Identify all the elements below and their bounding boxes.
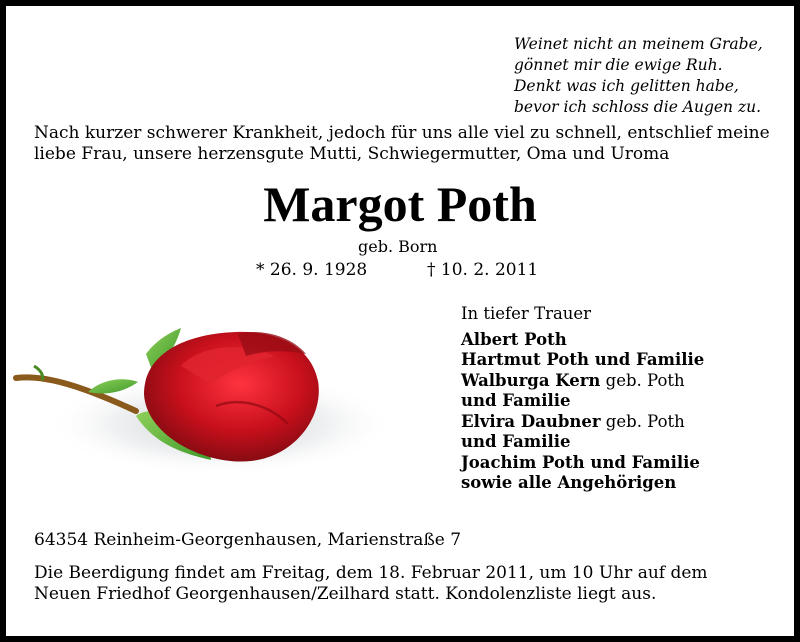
intro-text bbox=[34, 123, 774, 165]
mourner-line: sowie alle Angehörigen bbox=[461, 473, 677, 492]
mourner-line: Albert Poth bbox=[461, 329, 567, 349]
mourners-list bbox=[461, 304, 781, 494]
birth-name: geb. Born bbox=[358, 237, 438, 256]
death-date: † 10. 2. 2011 bbox=[427, 260, 539, 280]
obituary-card bbox=[6, 6, 794, 636]
mourning-heading: In tiefer Trauer bbox=[461, 304, 592, 323]
deceased-name: Margot Poth bbox=[263, 176, 537, 232]
intro-line: Nach kurzer schwerer Krankheit, jedoch für uns alle viel zu schnell, entschlief meine bbox=[34, 123, 770, 143]
poem bbox=[514, 34, 784, 118]
poem-line: bevor ich schloss die Augen zu. bbox=[514, 98, 762, 116]
mourner-line: und Familie bbox=[461, 432, 571, 451]
funeral-line: Die Beerdigung findet am Freitag, dem 18. Februar 2011, um 10 Uhr auf dem bbox=[34, 563, 708, 583]
mourner-line: und Familie bbox=[461, 391, 571, 410]
mourner-line: Elvira Daubner geb. Poth bbox=[461, 411, 685, 431]
funeral-notice bbox=[34, 563, 774, 605]
funeral-line: Neuen Friedhof Georgenhausen/Zeilhard statt. Kondolenzliste liegt aus. bbox=[34, 584, 657, 604]
birth-date: * 26. 9. 1928 bbox=[256, 260, 368, 280]
mourner-line: Hartmut Poth und Familie bbox=[461, 350, 705, 369]
address: 64354 Reinheim-Georgenhausen, Marienstraße 7 bbox=[34, 530, 462, 550]
mourner-line: Joachim Poth und Familie bbox=[461, 452, 700, 472]
mourner-line: Walburga Kern geb. Poth bbox=[461, 370, 685, 390]
poem-line: Weinet nicht an meinem Grabe, bbox=[514, 35, 763, 53]
poem-line: gönnet mir die ewige Ruh. bbox=[514, 56, 723, 74]
rose-image bbox=[6, 306, 426, 481]
poem-line: Denkt was ich gelitten habe, bbox=[514, 77, 739, 95]
intro-line: liebe Frau, unsere herzensgute Mutti, Schwiegermutter, Oma und Uroma bbox=[34, 144, 670, 164]
